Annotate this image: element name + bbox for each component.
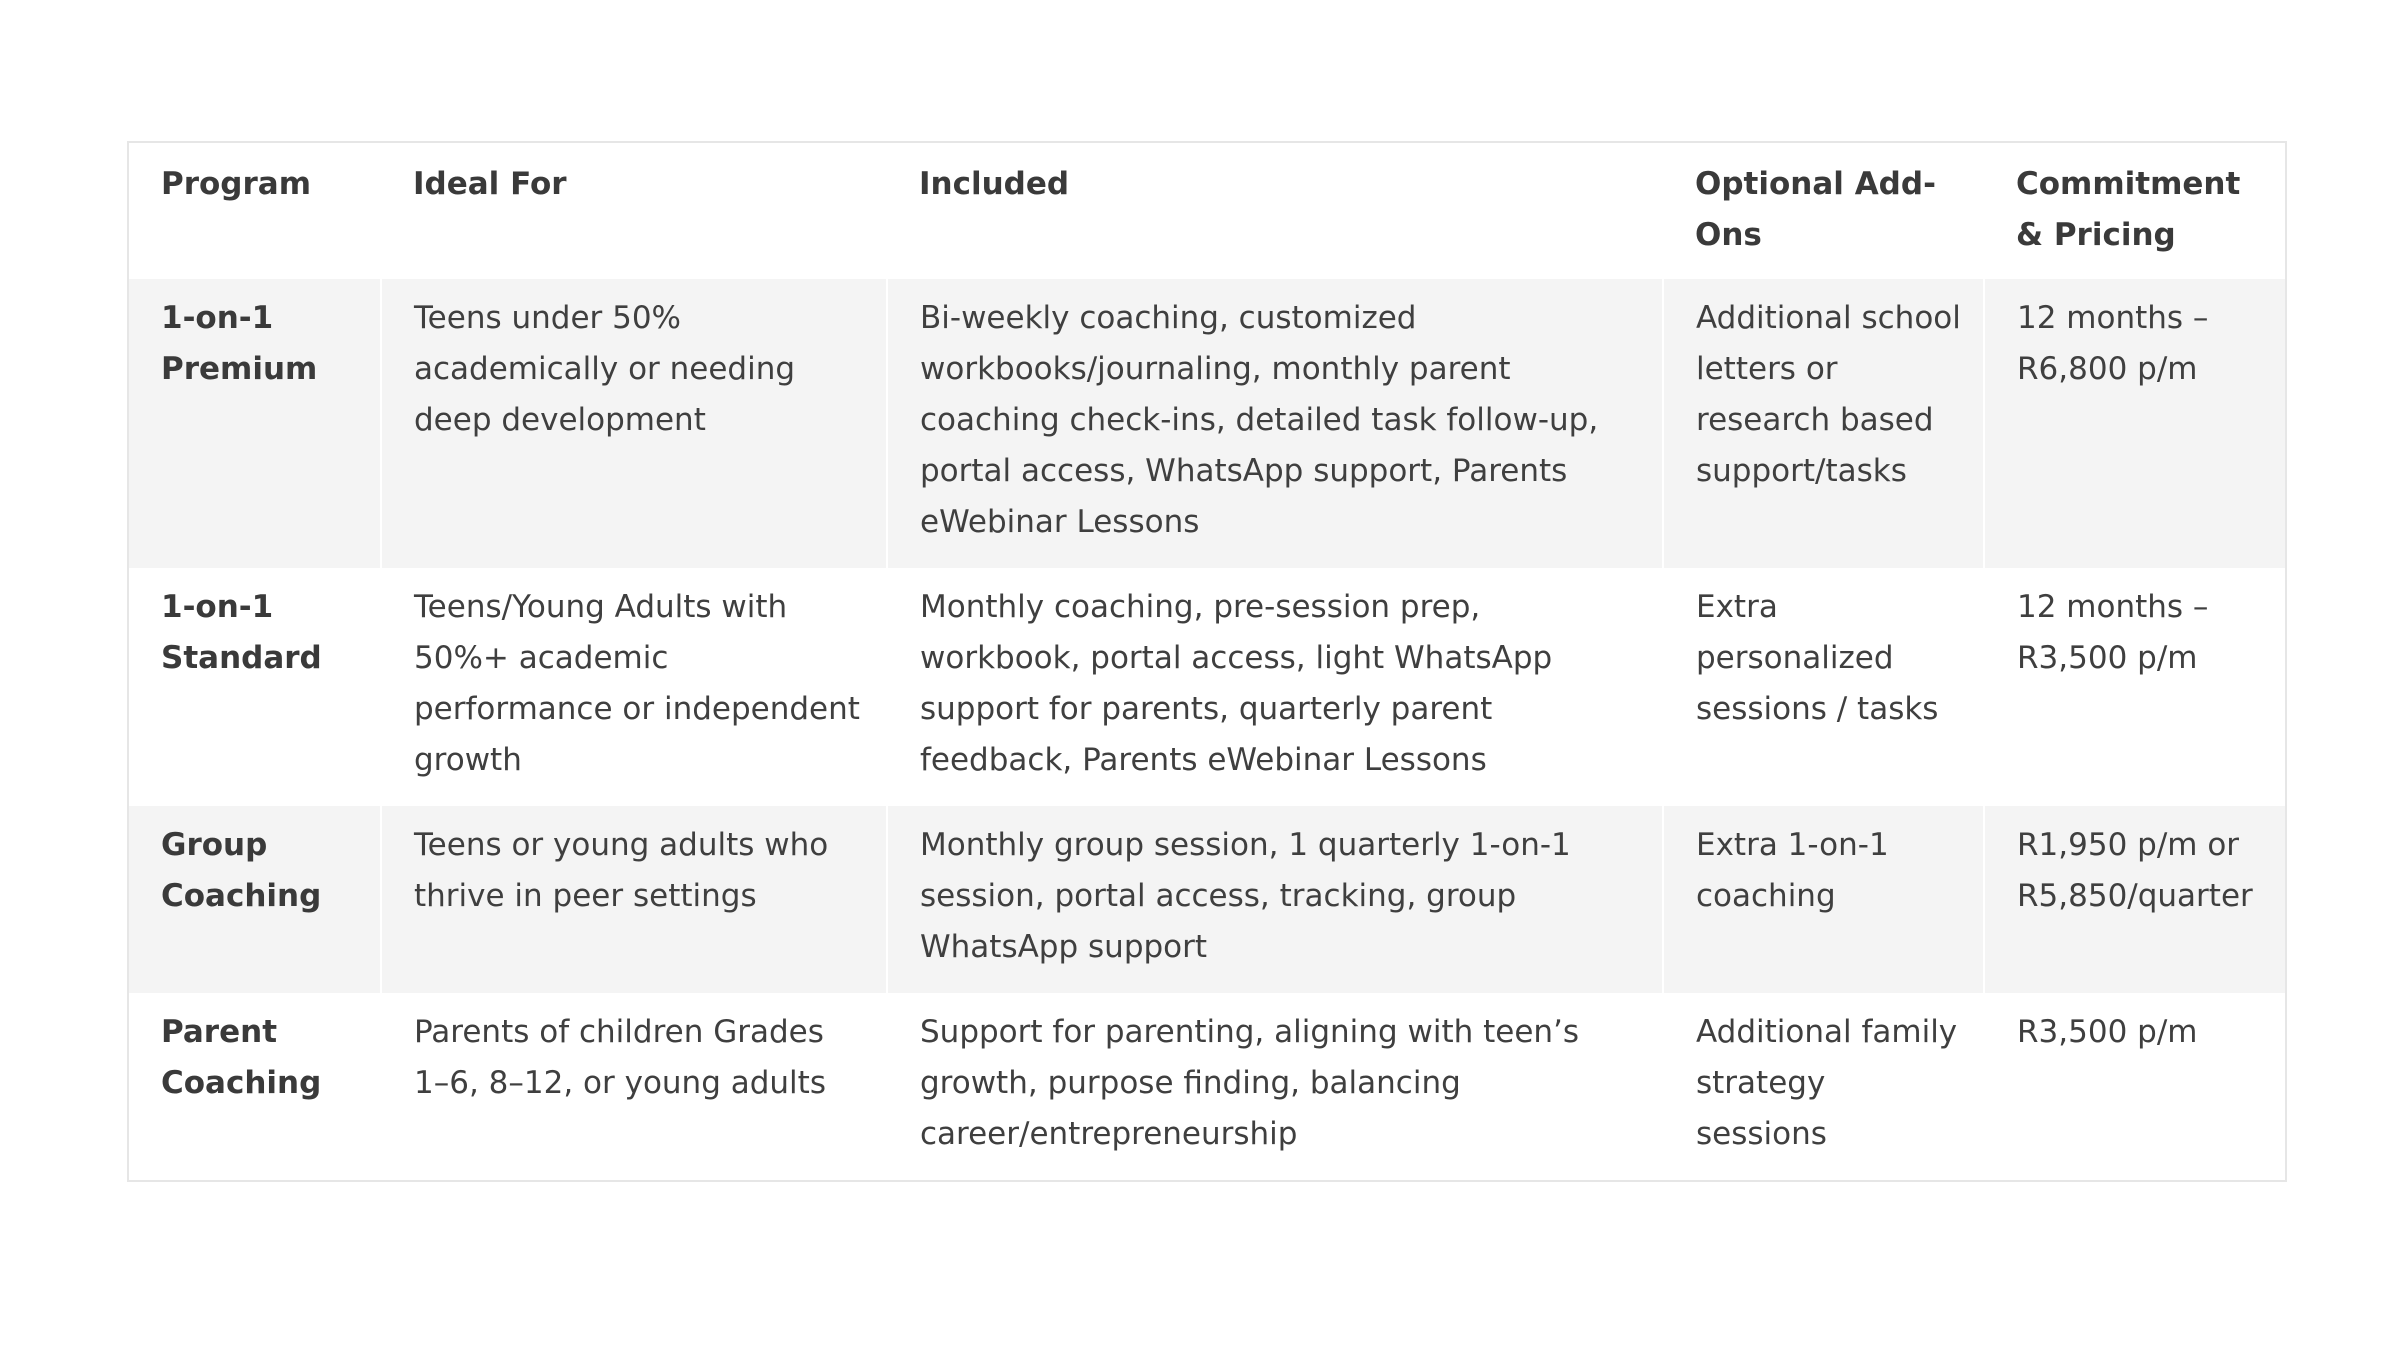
- table-header: [129, 143, 2285, 279]
- header-row: [129, 143, 2285, 279]
- column-header-commitment-pricing: Commitment & Pricing: [1984, 143, 2285, 279]
- ideal-for-cell: Parents of children Grades 1–6, 8–12, or young adults: [381, 993, 887, 1180]
- table-row: [129, 279, 2285, 568]
- program-cell: 1-on-1 Premium: [129, 279, 381, 568]
- add-ons-cell: Extra 1-on-1 coaching: [1663, 806, 1984, 993]
- column-header-ideal-for: Ideal For: [381, 143, 887, 279]
- pricing-cell: 12 months – R6,800 p/m: [1984, 279, 2285, 568]
- program-cell: Parent Coaching: [129, 993, 381, 1180]
- program-cell: 1-on-1 Standard: [129, 568, 381, 806]
- table-body: [129, 279, 2285, 1180]
- table-row: [129, 993, 2285, 1180]
- program-comparison-table: [127, 141, 2287, 1182]
- pricing-cell: R1,950 p/m or R5,850/quarter: [1984, 806, 2285, 993]
- program-cell: Group Coaching: [129, 806, 381, 993]
- pricing-cell: R3,500 p/m: [1984, 993, 2285, 1180]
- included-cell: Monthly coaching, pre-session prep, workbook, portal access, light WhatsApp support for parents, quarterly parent feedback, Parents eWebinar Lessons: [887, 568, 1663, 806]
- column-header-optional-add-ons: Optional Add-Ons: [1663, 143, 1984, 279]
- included-cell: Bi-weekly coaching, customized workbooks/journaling, monthly parent coaching check-ins, detailed task follow-up, portal access, WhatsApp support, Parents eWebinar Lessons: [887, 279, 1663, 568]
- add-ons-cell: Extra personalized sessions / tasks: [1663, 568, 1984, 806]
- table-row: [129, 806, 2285, 993]
- ideal-for-cell: Teens under 50% academically or needing deep development: [381, 279, 887, 568]
- add-ons-cell: Additional family strategy sessions: [1663, 993, 1984, 1180]
- included-cell: Support for parenting, aligning with teen’s growth, purpose finding, balancing career/entrepreneurship: [887, 993, 1663, 1180]
- pricing-cell: 12 months – R3,500 p/m: [1984, 568, 2285, 806]
- table-row: [129, 568, 2285, 806]
- ideal-for-cell: Teens or young adults who thrive in peer settings: [381, 806, 887, 993]
- column-header-program: Program: [129, 143, 381, 279]
- pricing-table: [129, 143, 2285, 1180]
- add-ons-cell: Additional school letters or research based support/tasks: [1663, 279, 1984, 568]
- included-cell: Monthly group session, 1 quarterly 1-on-1 session, portal access, tracking, group WhatsApp support: [887, 806, 1663, 993]
- ideal-for-cell: Teens/Young Adults with 50%+ academic performance or independent growth: [381, 568, 887, 806]
- column-header-included: Included: [887, 143, 1663, 279]
